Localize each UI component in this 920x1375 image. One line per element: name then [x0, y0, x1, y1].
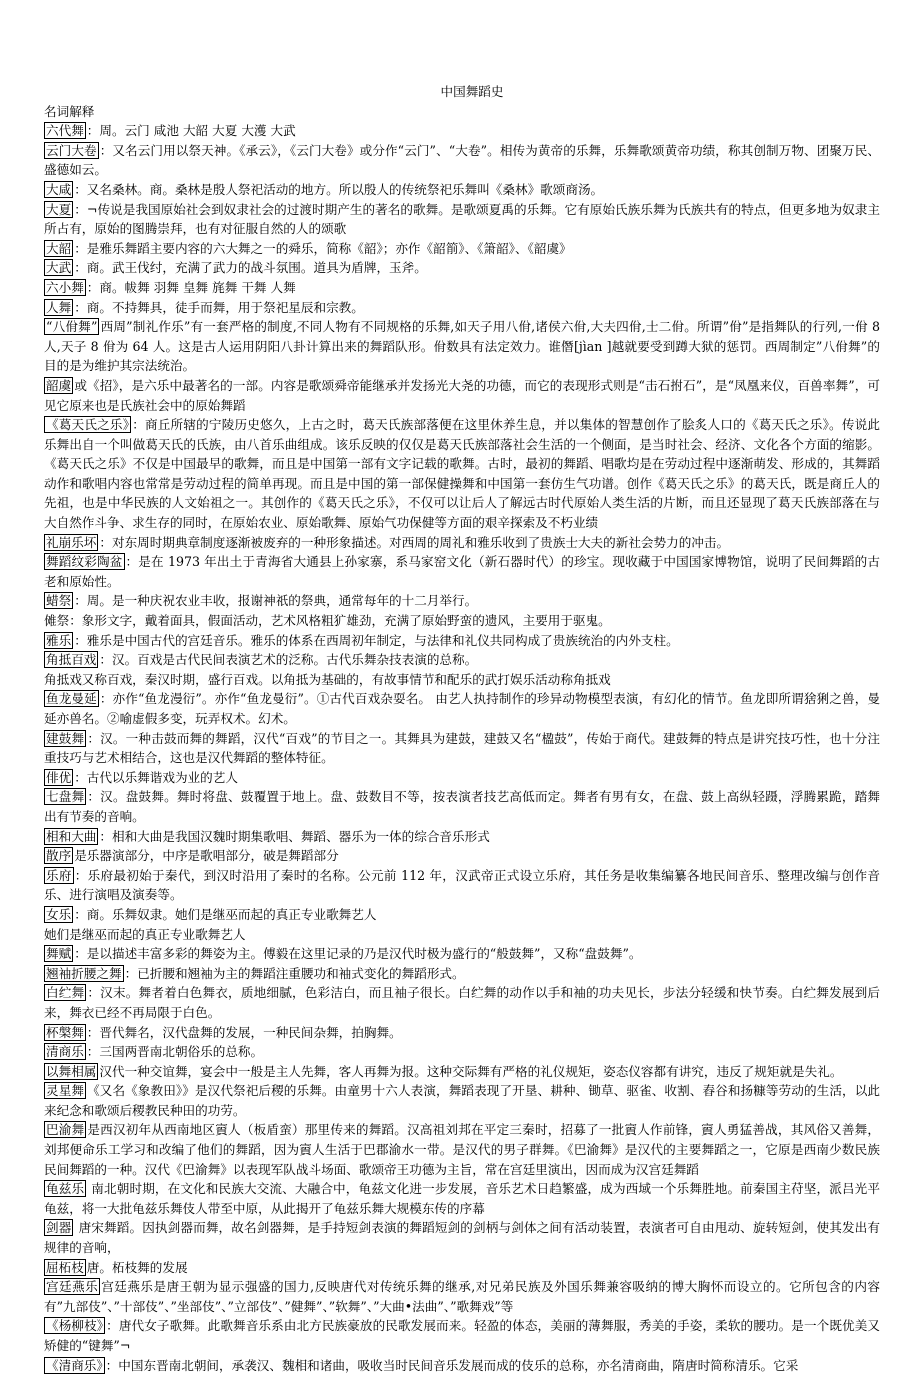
glossary-entry	[44, 552, 880, 591]
glossary-term: 白纻舞	[46, 985, 85, 1001]
glossary-term: 七盘舞	[46, 789, 85, 805]
glossary-term: 雅乐	[46, 632, 72, 648]
glossary-entry	[44, 1316, 880, 1355]
glossary-entry	[44, 1042, 880, 1062]
glossary-entry	[44, 1023, 880, 1043]
glossary-entry	[44, 1277, 880, 1316]
glossary-entry	[44, 1356, 880, 1375]
glossary-entry	[44, 827, 880, 847]
glossary-term: 翘袖折腰之舞	[46, 965, 122, 981]
glossary-definition: ：古代以乐舞谐戏为业的艺人	[74, 769, 238, 785]
glossary-entry	[44, 611, 880, 631]
glossary-definition: ：相和大曲是我国汉魏时期集歌唱、舞蹈、器乐为一体的综合音乐形式	[99, 828, 490, 844]
glossary-term: 俳优	[46, 769, 72, 785]
glossary-term: 乐府	[46, 867, 72, 883]
glossary-term: 剑器	[46, 1220, 72, 1236]
glossary-entry	[44, 631, 880, 651]
glossary-entry	[44, 258, 880, 278]
glossary-entry	[44, 1258, 880, 1278]
glossary-term: 韶虞	[46, 377, 72, 393]
glossary-term: 清商乐	[46, 1044, 84, 1060]
glossary-entry	[44, 121, 880, 141]
glossary-definition: ：商丘所辖的宁陵历史悠久，上古之时，葛天氏族部落便在这里休养生息，并以集体的智慧创作了脍炙人口的《葛天氏之乐》。传说此乐舞出自一个叫做葛天氏的氏族，由八首乐曲组成。该乐反映的仅仅是葛天氏族部落社会生活的一个侧面，是当时社会、经济、文化各个方面的缩影。《葛天氏之乐》不仅是中国最早的歌舞，而且是中国第一部有文字记载的歌舞。古时，最初的舞蹈、唱歌均是在劳动过程中逐渐萌发、形成的，其舞蹈动作和歌唱内容也常常是劳动过程的简单再现。而且是中国的第一部保健操舞和中国第一套仿生气功谱。创作《葛天氏之乐》的葛天氏，既是商丘人的先祖，也是中华民族的人文始祖之一。其创作的《葛天氏之乐》，不仅可以让后人了解远古时代原始人类生活的片断，而且还显现了葛天氏族部落在与大自然作斗争、求生存的同时，在原始农业、原始歌舞、原始气功保健等方面的艰辛探索及不朽业绩	[44, 417, 881, 531]
glossary-term: 六小舞	[46, 279, 84, 295]
glossary-definition: ：商。乐舞奴隶。她们是继巫而起的真正专业歌舞艺人	[74, 906, 377, 922]
glossary-term: 角抵百戏	[46, 652, 97, 668]
glossary-definition: ：是雅乐舞蹈主要内容的六大舞之一的舜乐，简称《韶》；亦作《韶箾》、《箫韶》、《韶虞》	[74, 240, 572, 256]
glossary-term: 舞蹈纹彩陶盆	[46, 554, 123, 570]
glossary-definition: 汉代一种交谊舞，宴会中一般是主人先舞，客人再舞为报。这种交际舞有严格的礼仪规矩，姿态仪容都有讲究，违反了规矩就是失礼。	[99, 1063, 843, 1079]
glossary-entry	[44, 1120, 880, 1179]
glossary-term: 鱼龙曼延	[46, 691, 97, 707]
section-heading: 名词解释	[44, 103, 95, 119]
glossary-term: 宫廷燕乐	[46, 1279, 99, 1295]
glossary-entry	[44, 180, 880, 200]
document-title: 中国舞蹈史	[440, 84, 504, 99]
glossary-term: “八佾舞”	[46, 319, 98, 335]
glossary-term: 大咸	[46, 181, 72, 197]
glossary-term: 蜡祭	[46, 593, 72, 609]
glossary-definition: 角抵戏又称百戏，秦汉时期，盛行百戏。以角抵为基础的，有故事情节和配乐的武打娱乐活动称角抵戏	[44, 671, 611, 687]
glossary-entry	[44, 983, 880, 1022]
glossary-definition: ：汉。盘鼓舞。舞时将盘、鼓覆置于地上。盘、鼓数目不等，按表演者技艺高低而定。舞者有男有女，在盘、鼓上高纵轻蹑，浮腾累跪，踏舞出有节奏的音响。	[44, 789, 881, 824]
glossary-entry	[44, 200, 880, 239]
glossary-term: 礼崩乐坏	[46, 534, 97, 550]
glossary-definition: ：又名桑林。商。桑林是殷人祭祀活动的地方。所以殷人的传统祭祀乐舞叫《桑林》歌颂商汤。	[74, 181, 604, 197]
glossary-definition: ：是以描述丰富多彩的舞姿为主。傅毅在这里记录的乃是汉代时极为盛行的“般鼓舞”，又称“盘鼓舞”。	[74, 946, 642, 962]
glossary-definition: 是乐器演部分，中序是歌唱部分，破是舞蹈部分	[74, 848, 339, 864]
glossary-entry	[44, 278, 880, 298]
glossary-term: 人舞	[46, 299, 72, 315]
glossary-definition: 是西汉初年从西南地区賨人（板盾蛮）那里传来的舞蹈。汉高祖刘邦在平定三秦时，招募了一批賨人作前锋，賨人勇猛善战，其风俗又善舞，刘邦便命乐工学习和改编了他们的舞蹈，因为賨人生活于巴郡渝水一带。是汉代的男子群舞。《巴渝舞》是汉代的主要舞蹈之一，它原是西南少数民族民间舞蹈的一种。汉代《巴渝舞》以表现军队战斗场面、歌颂帝王功德为主旨，常在宫廷里演出，因而成为汉宫廷舞蹈	[44, 1122, 881, 1177]
glossary-definition: ：汉。一种击鼓而舞的舞蹈，汉代“百戏”的节目之一。其舞具为建鼓，建鼓又名“楹鼓”，传始于商代。建鼓舞的特点是讲究技巧性，也十分注重技巧与艺术相结合，这也是汉代舞蹈的整体特征。	[44, 730, 880, 766]
glossary-entry	[44, 905, 880, 925]
glossary-entry	[44, 533, 880, 553]
glossary-list	[44, 121, 880, 1375]
glossary-entry	[44, 964, 880, 984]
glossary-entry	[44, 317, 880, 376]
glossary-term: 杯槃舞	[46, 1024, 84, 1040]
glossary-definition: 傩祭：象形文字，戴着面具，假面活动，艺术风格粗犷雄劲，充满了原始野蛮的遗风，主要用于驱鬼。	[44, 613, 611, 629]
glossary-definition: ：已折腰和翘袖为主的舞蹈注重腰功和袖式变化的舞蹈形式。	[124, 965, 465, 981]
glossary-definition: ：唐代女子歌舞。此歌舞音乐系由北方民族豪放的民歌发展而来。轻盈的体态，美丽的薄舞服，秀美的手姿，柔软的腰功。是一个既优美又矫健的“键舞”¬	[44, 1318, 880, 1353]
glossary-term: 《葛天氏之乐》	[46, 417, 130, 433]
glossary-entry	[44, 866, 880, 905]
glossary-entry	[44, 944, 880, 964]
glossary-term: 大武	[46, 260, 72, 276]
glossary-entry	[44, 1218, 880, 1257]
glossary-entry	[44, 846, 880, 866]
glossary-entry	[44, 925, 880, 945]
glossary-definition: ：雅乐是中国古代的宫廷音乐。雅乐的体系在西周初年制定，与法律和礼仪共同构成了贵族统治的内外支柱。	[74, 632, 679, 648]
glossary-entry	[44, 768, 880, 788]
glossary-definition: ：¬传说是我国原始社会到奴隶社会的过渡时期产生的著名的歌舞。是歌颂夏禹的乐舞。它有原始氏族乐舞为氏族共有的特点，但更多地为奴隶主所占有，原始的图腾崇拜，也有对征服自然的人的颂歌	[44, 201, 880, 237]
glossary-definition: 唐宋舞蹈。因执剑器而舞，故名剑器舞，是手持短剑表演的舞蹈短剑的剑柄与剑体之间有活动装置，表演者可自由甩动、旋转短剑，使其发出有规律的音响，	[44, 1220, 880, 1256]
glossary-entry	[44, 729, 880, 768]
glossary-definition: ：又名云门用以祭天神。《承云》，《云门大卷》或分作“云门”、“大卷”。相传为黄帝的乐舞，乐舞歌颂黄帝功绩，称其创制万物、团聚万民、盛德如云。	[44, 142, 880, 178]
glossary-definition: 唐。柘枝舞的发展	[86, 1259, 188, 1275]
glossary-definition: ：晋代舞名，汉代盘舞的发展，一种民间杂舞，拍胸舞。	[86, 1024, 402, 1040]
glossary-definition: ：是在 1973 年出土于青海省大通县上孙家寨，系马家窑文化（新石器时代）的珍宝。现收藏于中国国家博物馆，说明了民间舞蹈的古老和原始性。	[44, 554, 880, 589]
glossary-term: 以舞相属	[46, 1063, 97, 1079]
glossary-definition: 她们是继巫而起的真正专业歌舞艺人	[44, 926, 246, 942]
glossary-term: 女乐	[46, 906, 72, 922]
glossary-term: 建鼓舞	[46, 730, 85, 746]
glossary-term: 《清商乐》	[46, 1357, 103, 1373]
glossary-definition: ：周。云门 咸池 大韶 大夏 大濩 大武	[86, 123, 296, 139]
glossary-entry	[44, 298, 880, 318]
glossary-entry	[44, 1179, 880, 1218]
glossary-definition: ：亦作“鱼龙漫衍”。亦作“鱼龙曼衍”。①古代百戏杂耍名。 由艺人执持制作的珍异动物模型表演，有幻化的情节。鱼龙即所谓猞猁之兽，曼延亦兽名。②喻虚假多变，玩弄权术。幻术。	[44, 691, 880, 726]
glossary-entry	[44, 376, 880, 415]
glossary-definition: ：商。不持舞具，徒手而舞，用于祭祀星辰和宗教。	[74, 299, 364, 315]
glossary-entry	[44, 591, 880, 611]
glossary-definition: 《又名《象教田》》是汉代祭祀后稷的乐舞。由童男十六人表演，舞蹈表现了开垦、耕种、锄草、驱雀、收割、舂谷和扬糠等劳动的生活，以此来纪念和歌颂后稷教民种田的功劳。	[44, 1083, 881, 1118]
glossary-entry	[44, 689, 880, 728]
glossary-definition: 或《招》，是六乐中最著名的一部。内容是歌颂舜帝能继承并发扬光大尧的功德，而它的表现形式则是“击石拊石”，是“凤凰来仪，百兽率舞”，可见它原来也是氏族社会中的原始舞蹈	[44, 377, 880, 413]
glossary-definition: ：汉。百戏是古代民间表演艺术的泛称。古代乐舞杂技表演的总称。	[99, 652, 478, 668]
glossary-term: 散序	[46, 848, 72, 864]
glossary-term: 相和大曲	[46, 828, 97, 844]
glossary-definition: ：汉末。舞者着白色舞衣，质地细腻，色彩洁白，而且袖子很长。白纻舞的动作以手和袖的功夫见长，步法分轻缓和快节奏。白纻舞发展到后来，舞衣已经不再局限于白色。	[44, 985, 881, 1020]
glossary-term: 巴渝舞	[46, 1122, 85, 1138]
glossary-definition: ：商。武王伐纣，充满了武力的战斗氛围。道具为盾牌，玉斧。	[74, 260, 427, 276]
glossary-term: 大夏	[46, 201, 72, 217]
glossary-definition: ：三国两晋南北朝俗乐的总称。	[86, 1044, 264, 1060]
glossary-definition: 宫廷燕乐是唐王朝为显示强盛的国力,反映唐代对传统乐舞的继承,对兄弟民族及外国乐舞兼容吸纳的博大胸怀而设立的。它所包含的内容有”九部伎”、”十部伎”、”坐部伎”、”立部伎”、”健舞”、”软舞”、”大曲•法曲”、”歌舞戏”等	[44, 1279, 881, 1314]
glossary-entry	[44, 415, 880, 533]
glossary-entry	[44, 1062, 880, 1082]
glossary-definition: ：对东周时期典章制度逐渐被废弃的一种形象描述。对西周的周礼和雅乐收到了贵族士大夫的新社会势力的冲击。	[99, 534, 730, 550]
glossary-term: 舞赋	[46, 946, 72, 962]
glossary-term: 大韶	[46, 240, 72, 256]
glossary-definition: 南北朝时期，在文化和民族大交流、大融合中，龟兹文化进一步发展，音乐艺术日趋繁盛，成为西域一个乐舞胜地。前秦国主苻坚，派吕光平龟兹，将一大批龟兹乐舞伎人带至中原，从此揭开了龟兹乐舞大规模东传的序幕	[44, 1181, 880, 1216]
glossary-entry	[44, 670, 880, 690]
glossary-definition: ：周。是一种庆祝农业丰收，报谢神祇的祭典，通常每年的十二月举行。	[74, 593, 478, 609]
glossary-entry	[44, 650, 880, 670]
glossary-term: 云门大卷	[46, 142, 97, 158]
glossary-term: 屈柘枝	[46, 1259, 84, 1275]
glossary-entry	[44, 239, 880, 259]
glossary-definition: 西周”制礼作乐”有一套严格的制度,不同人物有不同规格的乐舞,如天子用八佾,诸侯六佾,大夫四佾,士二佾。所谓”佾”是指舞队的行列,一佾 8 人,天子 8 佾为 64 人。这是古人运用阴阳八卦计算出来的舞蹈队形。佾数具有法定效力。谁僭[jìan ]越就要受到蹲大狱的惩罚。西周制定”八佾舞”的目的是为维护其宗法统治。	[44, 319, 880, 374]
glossary-entry	[44, 787, 880, 826]
glossary-term: 灵星舞	[46, 1083, 85, 1099]
glossary-term: 《杨柳枝》	[46, 1318, 104, 1334]
glossary-entry	[44, 1081, 880, 1120]
glossary-definition: ：商。帗舞 羽舞 皇舞 旄舞 干舞 人舞	[86, 279, 296, 295]
glossary-definition: ：中国东晋南北朝间，承袭汉、魏相和诸曲，吸收当时民间音乐发展而成的伎乐的总称，亦名清商曲，隋唐时简称清乐。它采	[105, 1357, 799, 1373]
glossary-entry	[44, 141, 880, 180]
glossary-term: 龟兹乐	[46, 1181, 85, 1197]
glossary-term: 六代舞	[46, 123, 84, 139]
glossary-definition: ：乐府最初始于秦代，到汉时沿用了秦时的名称。公元前 112 年，汉武帝正式设立乐府，其任务是收集编纂各地民间音乐、整理改编与创作音乐、进行演唱及演奏等。	[44, 867, 880, 903]
